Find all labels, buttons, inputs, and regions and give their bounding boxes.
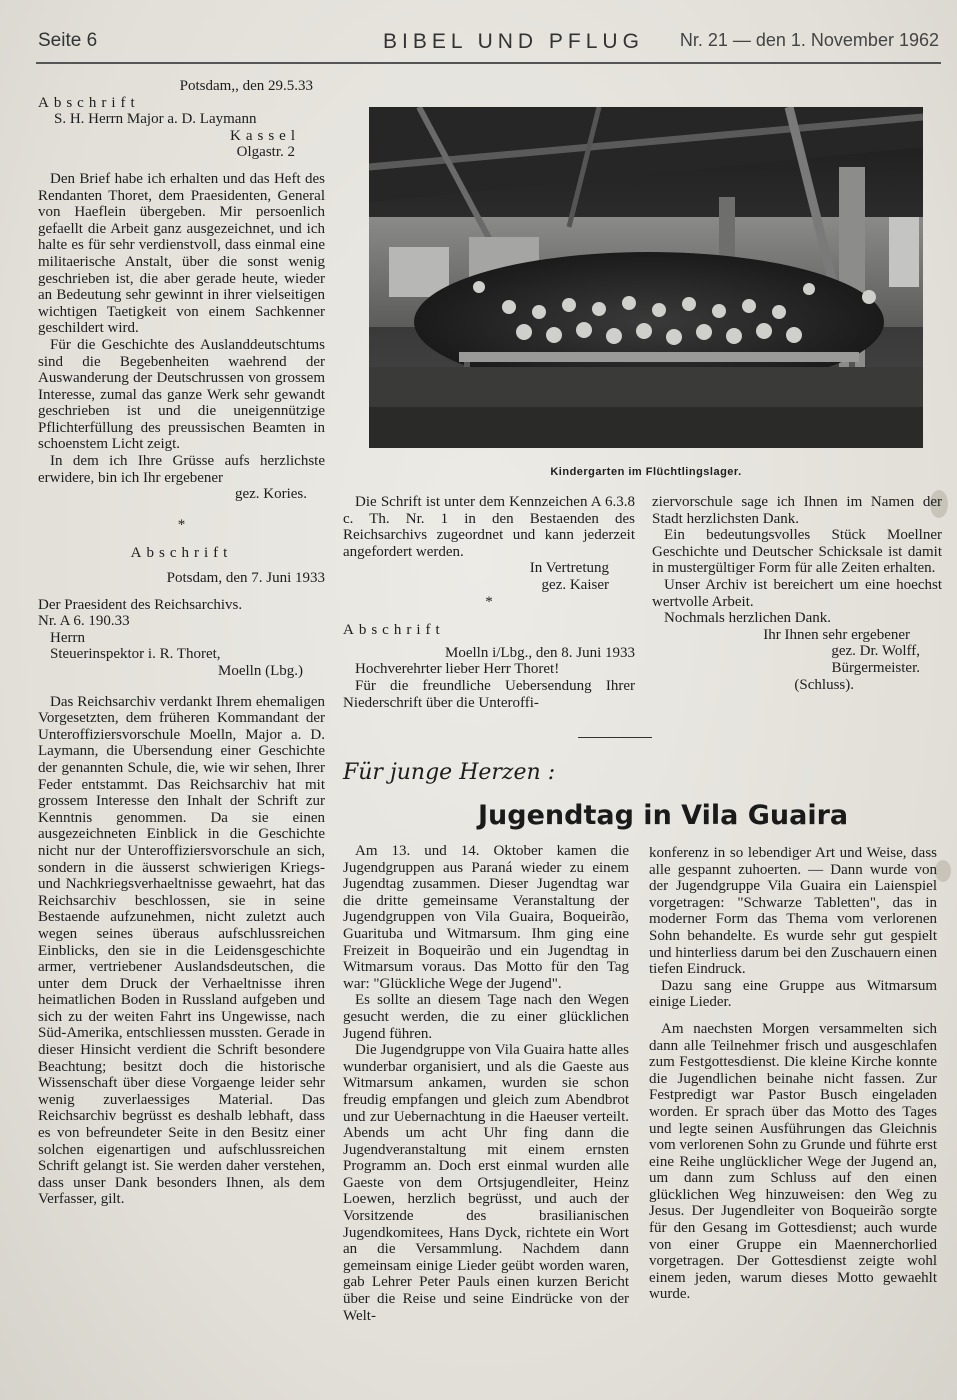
article-column-a	[343, 843, 629, 1324]
section-title: Für junge Herzen :	[343, 760, 556, 785]
letter2-sender: Der Praesident des Reichsarchivs.	[38, 596, 243, 613]
issue-date: Nr. 21 — den 1. November 1962	[679, 30, 939, 50]
letter2-date: Potsdam, den 7. Juni 1933	[166, 570, 325, 587]
letter2-closing-paragraph: Die Schrift ist unter dem Kennzeichen A 6.3.8 c. Th. Nr. 1 in den Bestaenden des Reichsarchivs zugeordnet und kann jederzeit angefordert werden.	[343, 494, 635, 560]
masthead-title: BIBEL UND PFLUG	[383, 30, 644, 53]
article-paragraph: Dazu sang eine Gruppe aus Witmarsum einige Lieder.	[649, 977, 937, 1011]
letter3-salutation: Hochverehrter lieber Herr Thoret!	[355, 661, 560, 678]
letter1-heading: Abschrift	[38, 94, 140, 111]
paper-stain	[935, 860, 951, 882]
letter1-signature: gez. Kories.	[234, 486, 307, 503]
letter1-date: Potsdam,, den 29.5.33	[179, 78, 313, 94]
photo-kindergarten	[369, 107, 923, 448]
letter3-continuation: ziervorschule sage ich Ihnen im Namen der Stadt herzlichsten Dank.	[652, 494, 942, 527]
article-headline: Jugendtag in Vila Guaira	[478, 800, 849, 831]
letter3-date: Moelln i/Lbg., den 8. Juni 1933	[445, 644, 635, 661]
letter3-paragraph: Nochmals herzlichen Dank.	[664, 610, 832, 627]
letter1-address-street: Olgastr. 2	[236, 144, 295, 161]
letter3-paragraph: Ein bedeutungsvolles Stück Moellner Geschichte und Deutscher Schicksale ist damit in mustergültiger Form für alle Zeiten erhalten.	[652, 527, 942, 577]
article-paragraph: Am naechsten Morgen versammelten sich dann alle Teilnehmer frisch und ausgeschlafen zum Festgottesdienst. Die kleine Kirche konnte die Jugendlichen beinahe nicht fassen. Zur Festpredigt war Pastor Busch eingeladen worden. Er sprach über das Motto des Tages und legte seinen Ausführungen das Gleichnis vom verlorenen Sohn zu Grunde und führte erst eine Reihe unglücklicher Wege der Jugend an, um dann zum Schluss auf den einen glücklichen Weg hinzuweisen: den Weg zu Jesus. Der Jugendleiter von Boqueirão sorgte für den Gesang im Gottesdienst; auch wurde von einer Gruppe ein Maennerchorlied vorgetragen. Der Gottesdienst zeigte wohl einem jeden, warum dieses Motto gewaehlt wurde.	[649, 1020, 937, 1303]
letter2-signature-line: In Vertretung	[529, 560, 609, 577]
letter2-body: Das Reichsarchiv verdankt Ihrem ehemaligen Vorgesetzten, dem früheren Kommandant der Unteroffiziersvorschule Moelln, Major a. D. Laymann, die Ubersendung einer Geschichte der genannten Schule, die, wie wir sehen, Ihrer Feder entstammt. Das Reichsarchiv hat mit grossem Interesse den Inhalt der Schrift zur Kenntnis genommen. Da sie einen ausgezeichneten Einblick in die Geschichte nicht nur der Unteroffiziersvorschule an sich, sondern in die äusserst schwierigen Kriegs- und Nachkriegsverhaeltnisse gewaehrt, hat das Reichsarchiv beschlossen, sie in seine Bestaende aufzunehmen, nicht zuletzt auch wegen seines überaus aufschlussreichen Einblicks, den sie in die Leidensgeschichte armer, vertriebener Auslandsdeutschen, die unter dem Druck der Verhaeltnisse ihren heimatlichen Boden in Russland aufgeben und sich zu der weiten Fahrt ins Ungewisse, nach Süd-Amerika, entschliessen mussten. Gerade in dieser Hinsicht verdient die Schrift besondere Beachtung; besitzt doch die historische Wissenschaft über diese Vorgaenge leider sehr wenig zuverlaessiges Material. Das Reichsarchiv begrüsst es deshalb lebhaft, dass es von befreundeter Seite in den Besitz einer solchen eigenartigen und aufschlussreichen Schrift gelangt ist. Sie werden daher verstehen, dass unser Dank besonders Ihnen, als dem Verfasser, gilt.	[38, 693, 325, 1208]
letter3-heading: Abschrift	[343, 622, 445, 639]
page-number: Seite 6	[38, 30, 98, 51]
article-paragraph: Am 13. und 14. Oktober kamen die Jugendgruppen aus Paraná wieder zu einem Jugendtag zusammen. Dieser Jugendtag war die dritte gemeinsame Veranstaltung der Jugendgruppen von Vila Guaira, Boqueirão, Guarituba und Witmarsum. Ihm ging eine Freizeit in Boqueirão und ein Jugendtag in Witmarsum voraus. Das Motto für den Tag war: "Glückliche Wege der Jugend".	[343, 843, 629, 992]
letter3-signature-line: Ihr Ihnen sehr ergebener	[763, 626, 910, 643]
header-rule	[36, 62, 941, 64]
letter1-address-name: S. H. Herrn Major a. D. Laymann	[54, 111, 257, 128]
separator-star: *	[485, 593, 493, 610]
letter3-paragraph: Unser Archiv ist bereichert um eine hoechst wertvolle Arbeit.	[652, 576, 942, 610]
letter3-signature-name: gez. Dr. Wolff,	[831, 643, 920, 660]
section-divider	[578, 737, 652, 738]
letter1-paragraph: In dem ich Ihre Grüsse aufs herzlichste erwidere, bin ich Ihr ergebener	[38, 453, 325, 486]
letter3-signature-title: Bürgermeister.	[831, 659, 920, 676]
letter2-signature-name: gez. Kaiser	[541, 576, 609, 593]
letter2-recipient: Herrn	[50, 629, 85, 646]
photo-image	[369, 107, 923, 448]
letter2-recipient-city: Moelln (Lbg.)	[218, 663, 303, 679]
column-right-top	[652, 494, 942, 693]
letter2-heading: Abschrift	[130, 545, 233, 562]
separator-star: *	[177, 516, 186, 533]
letter1-paragraph: Für die Geschichte des Auslanddeutschtums sind die Begebenheiten waehrend der Auswanderung der Deutschrussen von grossem Interesse, zumal das ganze Werk sehr gewandt geschrieben ist und die uneigennützige Pflichterfüllung des preussischen Beamten in schoenstem Licht zeigt.	[38, 336, 325, 453]
article-paragraph: Die Jugendgruppe von Vila Guaira hatte alles wunderbar organisiert, und als die Gaeste aus Witmarsum ankamen, wurden sie schon freudig empfangen und gleich zum Abendbrot und zur Uebernachtung in die Haeuser verteilt. Abends um acht Uhr fing dann die Jugendveranstaltung mit einem ernsten Programm an. Doch erst einmal wurden alle Gaeste von dem Ortsjugendleiter, Heinz Loewen, herzlich begrüsst, und auch der Vorsitzende des brasilianischen Jugendkomitees, Hans Dyck, richtete ein Wort an die Versammlung. Nachdem dann gemeinsam einige Lieder geübt worden waren, gab Lehrer Peter Pauls einen kurzen Bericht über die Reise und seine Eindrücke von der Welt-	[343, 1042, 629, 1324]
article-column-b	[649, 845, 937, 1303]
photo-caption: Kindergarten im Flüchtlingslager.	[550, 466, 742, 478]
article-paragraph: konferenz in so lebendiger Art und Weise, dass alle gespannt zuhoerten. — Dann wurde von der Jugendgruppe Vila Guaira ein Laienspiel vorgetragen: "Schwarze Tabletten", das in moderner Form das Thema vom verlorenen Sohn behandelte. Es wurde sehr gut gespielt und hinterliess darum bei den Zuschauern einen tiefen Eindruck.	[649, 845, 937, 978]
letter2-reference: Nr. A 6. 190.33	[38, 613, 130, 630]
letter1-paragraph: Den Brief habe ich erhalten und das Heft des Rendanten Thoret, dem Praesidenten, General von Haeflein übergeben. Mir persoenlich gefaellt die Arbeit ganz ausgezeichnet, und ich halte es für sehr verdienstvoll, dass einmal eine militaerische Anstalt, über die sonst wenig geschrieben ist, die aber gerade heute, wieder an Bedeutung sehr gewinnt in ihrer vielseitigen wichtigen Taetigkeit von einem Sachkenner geschildert wird.	[38, 170, 325, 337]
letter1-address-city: Kassel	[230, 127, 300, 144]
letter3-paragraph: Für die freundliche Uebersendung Ihrer Niederschrift über die Unteroffi-	[343, 677, 635, 711]
column-middle	[343, 494, 635, 711]
series-end-note: (Schluss).	[794, 676, 854, 693]
column-left	[38, 78, 325, 1208]
page-header	[38, 30, 939, 60]
article-paragraph: Es sollte an diesem Tage nach den Wegen gesucht werden, die zu einer glücklichen Jugend führen.	[343, 992, 629, 1042]
letter2-recipient: Steuerinspektor i. R. Thoret,	[50, 646, 221, 663]
